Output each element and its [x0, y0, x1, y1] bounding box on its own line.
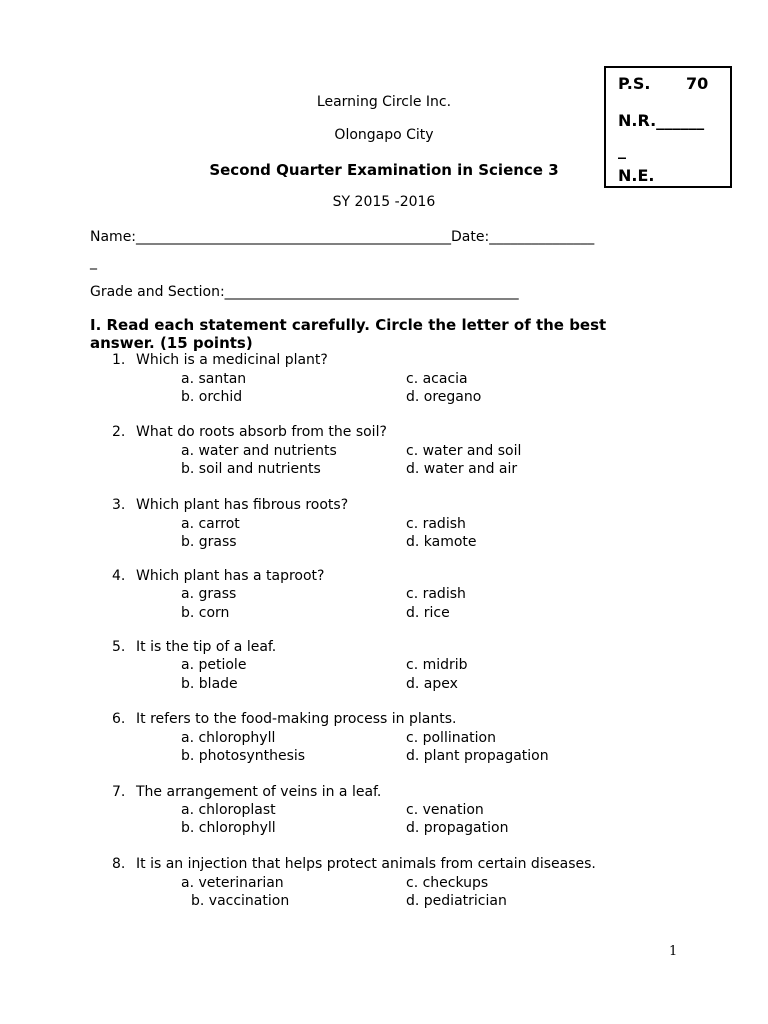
option-d[interactable]: d. rice — [406, 605, 450, 621]
question-text: What do roots absorb from the soil? — [136, 424, 387, 440]
option-d[interactable]: d. oregano — [406, 389, 482, 405]
option-d[interactable]: d. water and air — [406, 461, 518, 477]
option-c[interactable]: c. radish — [406, 586, 466, 602]
question-number: 8. — [112, 856, 126, 872]
question-text: Which is a medicinal plant? — [136, 352, 328, 368]
ps-value: 70 — [686, 74, 709, 93]
option-a[interactable]: a. grass — [181, 586, 237, 602]
question-number: 1. — [112, 352, 126, 368]
option-b[interactable]: b. vaccination — [191, 893, 290, 909]
option-d[interactable]: d. apex — [406, 676, 458, 692]
option-a[interactable]: a. chloroplast — [181, 802, 276, 818]
nr-label: N.R.______ — [618, 111, 705, 130]
option-a[interactable]: a. veterinarian — [181, 875, 284, 891]
question-text: Which plant has fibrous roots? — [136, 497, 349, 513]
option-b[interactable]: b. orchid — [181, 389, 243, 405]
option-b[interactable]: b. photosynthesis — [181, 748, 306, 764]
option-c[interactable]: c. pollination — [406, 730, 496, 746]
option-d[interactable]: d. pediatrician — [406, 893, 507, 909]
nr-dash: _ — [618, 140, 626, 159]
question-number: 6. — [112, 711, 126, 727]
exam-title: Second Quarter Examination in Science 3 — [209, 161, 559, 179]
org-name: Learning Circle Inc. — [316, 94, 452, 110]
option-c[interactable]: c. venation — [406, 802, 484, 818]
option-d[interactable]: d. propagation — [406, 820, 509, 836]
city-name: Olongapo City — [334, 127, 434, 143]
question-number: 7. — [112, 784, 126, 800]
school-year: SY 2015 -2016 — [332, 194, 436, 210]
instruction-line-2: answer. (15 points) — [90, 334, 253, 352]
option-a[interactable]: a. carrot — [181, 516, 240, 532]
option-c[interactable]: c. midrib — [406, 657, 468, 673]
question-text: The arrangement of veins in a leaf. — [136, 784, 382, 800]
option-c[interactable]: c. radish — [406, 516, 466, 532]
option-c[interactable]: c. acacia — [406, 371, 468, 387]
option-b[interactable]: b. soil and nutrients — [181, 461, 321, 477]
question-text: It is the tip of a leaf. — [136, 639, 277, 655]
question-number: 2. — [112, 424, 126, 440]
grade-section-line: Grade and Section:__________________________________________ — [90, 284, 519, 300]
option-d[interactable]: d. plant propagation — [406, 748, 549, 764]
page-number: 1 — [669, 944, 678, 959]
option-a[interactable]: a. water and nutrients — [181, 443, 337, 459]
question-text: Which plant has a taproot? — [136, 568, 325, 584]
name-date-line: Name:_____________________________________________Date:_______________ — [90, 229, 595, 245]
option-a[interactable]: a. santan — [181, 371, 247, 387]
option-a[interactable]: a. chlorophyll — [181, 730, 276, 746]
question-number: 4. — [112, 568, 126, 584]
question-number: 5. — [112, 639, 126, 655]
option-c[interactable]: c. checkups — [406, 875, 489, 891]
option-d[interactable]: d. kamote — [406, 534, 477, 550]
option-b[interactable]: b. chlorophyll — [181, 820, 276, 836]
ps-label: P.S. — [618, 74, 651, 93]
instruction-line-1: I. Read each statement carefully. Circle the letter of the best — [90, 316, 607, 334]
option-c[interactable]: c. water and soil — [406, 443, 522, 459]
option-a[interactable]: a. petiole — [181, 657, 247, 673]
name-line-wrap: _ — [90, 254, 97, 270]
question-number: 3. — [112, 497, 126, 513]
question-text: It refers to the food-making process in plants. — [136, 711, 457, 727]
option-b[interactable]: b. grass — [181, 534, 237, 550]
question-text: It is an injection that helps protect animals from certain diseases. — [136, 856, 596, 872]
option-b[interactable]: b. corn — [181, 605, 230, 621]
ne-label: N.E. — [618, 166, 655, 185]
option-b[interactable]: b. blade — [181, 676, 238, 692]
